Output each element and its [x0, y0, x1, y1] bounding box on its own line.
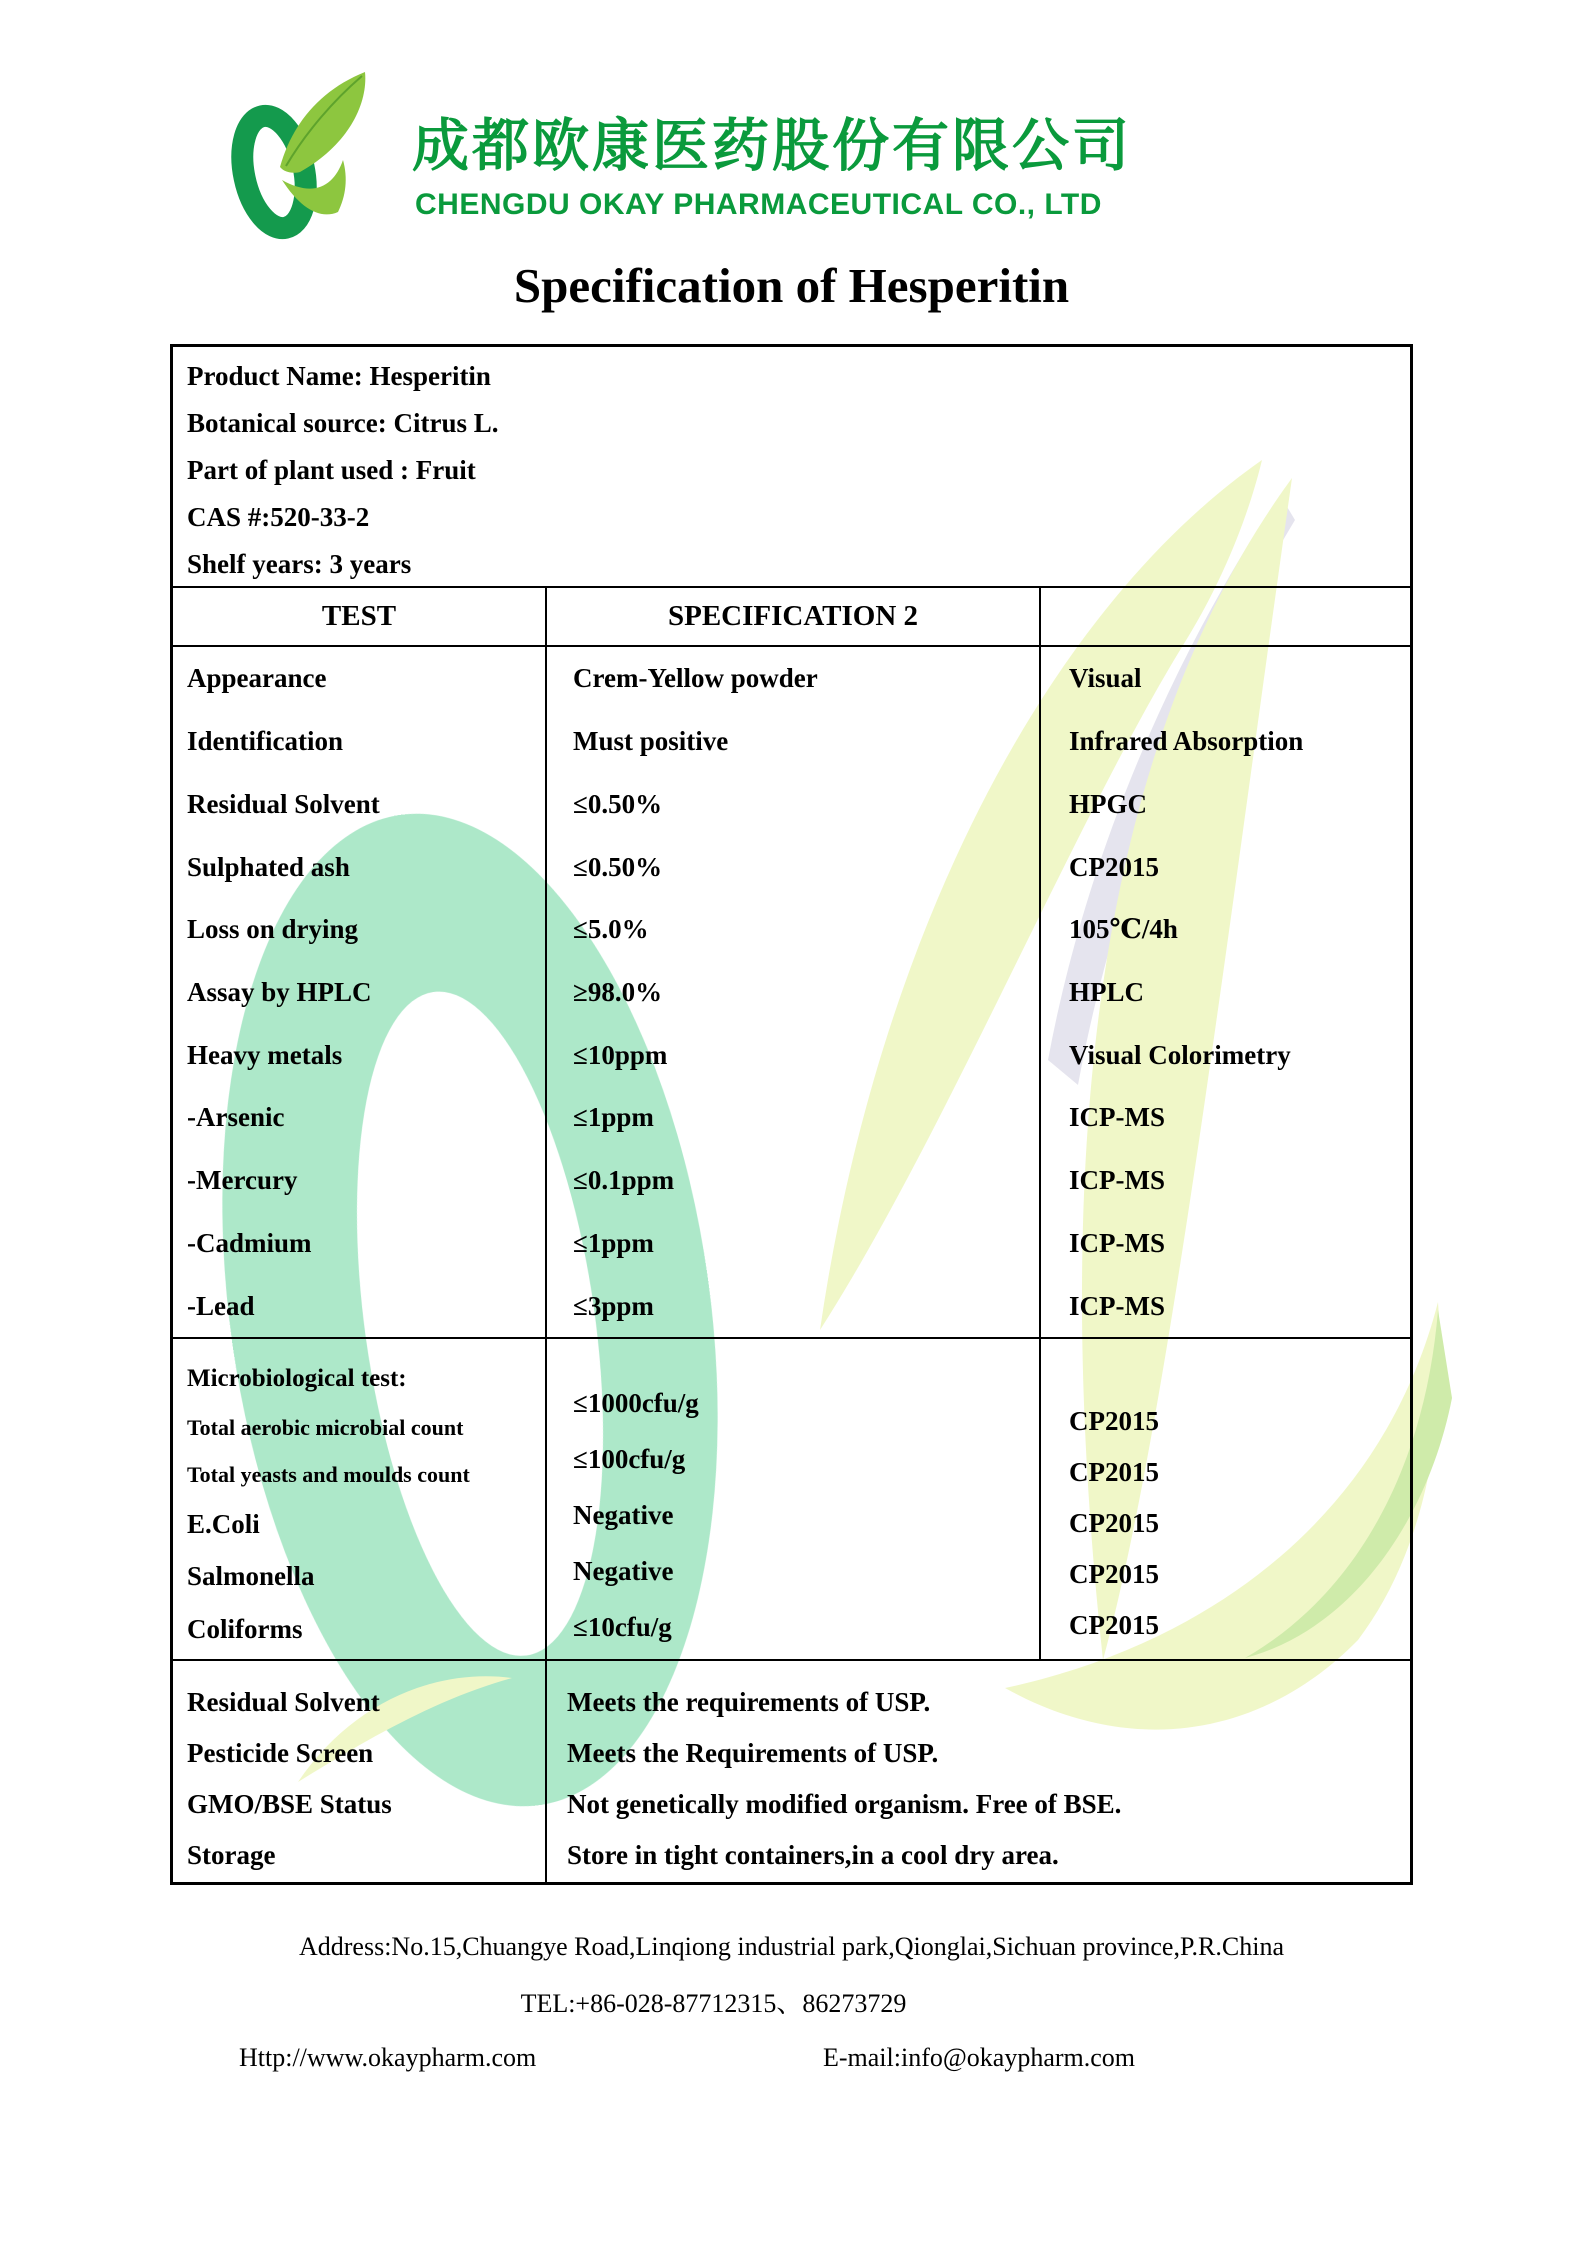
test-name-cell: Total yeasts and moulds count [187, 1461, 470, 1487]
column-header-method [1041, 588, 1410, 645]
botanical-source-line: Botanical source: Citrus L. [187, 407, 499, 438]
spec-value-cell: Negative [573, 1556, 674, 1586]
method-cell: CP2015 [1069, 1559, 1159, 1590]
test-name-cell: -Mercury [187, 1165, 298, 1196]
spec-value-cell: ≤0.1ppm [573, 1165, 675, 1196]
footer-website: Http://www.okaypharm.com [239, 2043, 537, 2072]
method-cell: CP2015 [1069, 1507, 1159, 1538]
spec-value-cell: ≤100cfu/g [573, 1444, 686, 1474]
spec-value-cell: ≤10ppm [573, 1039, 668, 1070]
company-name-english: CHENGDU OKAY PHARMACEUTICAL CO., LTD [415, 188, 1102, 221]
spec-value-cell: ≤10cfu/g [573, 1612, 672, 1642]
footer-address: Address:No.15,Chuangye Road,Linqiong industrial park,Qionglai,Sichuan province,P.R.China [299, 1932, 1284, 1961]
method-cell: CP2015 [1069, 1456, 1159, 1487]
general-test-name-column [173, 1661, 547, 1882]
page-title: Specification of Hesperitin [513, 258, 1070, 313]
test-name-column [173, 647, 547, 1337]
test-name-cell: Sulphated ash [187, 851, 350, 882]
test-name-cell: -Arsenic [187, 1102, 285, 1133]
test-name-cell: Loss on drying [187, 914, 359, 945]
general-value-column [547, 1661, 1410, 1882]
footer-telephone: TEL:+86-028-87712315、86273729 [520, 1989, 907, 2018]
micro-spec-section [173, 1339, 1410, 1661]
method-cell: ICP-MS [1069, 1290, 1165, 1321]
column-header-test: TEST [173, 588, 547, 645]
test-name-cell: Identification [187, 726, 344, 757]
table-header-row [173, 588, 1410, 647]
test-name-cell: Appearance [187, 663, 327, 694]
method-cell: ICP-MS [1069, 1102, 1165, 1133]
spec-value-cell: Crem-Yellow powder [573, 663, 818, 694]
spec-value-cell: ≤1ppm [573, 1227, 654, 1258]
spec-value-cell: Must positive [573, 726, 729, 757]
shelf-years-line: Shelf years: 3 years [187, 548, 412, 579]
method-cell: Infrared Absorption [1069, 726, 1304, 757]
spec-value-cell: Store in tight containers,in a cool dry area. [567, 1839, 1059, 1870]
method-cell: CP2015 [1069, 1405, 1159, 1436]
spec-value-cell: ≤1ppm [573, 1102, 654, 1133]
method-cell: HPLC [1069, 976, 1145, 1007]
test-name-cell: -Cadmium [187, 1227, 312, 1258]
column-header-specification: SPECIFICATION 2 [547, 588, 1041, 645]
general-spec-section [173, 1661, 1410, 1882]
test-name-cell: Storage [187, 1839, 276, 1870]
method-cell: Visual Colorimetry [1069, 1039, 1291, 1070]
test-name-cell: Residual Solvent [187, 788, 380, 819]
spec-value-column [547, 647, 1041, 1337]
spec-value-cell: Meets the Requirements of USP. [567, 1738, 939, 1769]
method-cell: ICP-MS [1069, 1165, 1165, 1196]
test-name-cell: Assay by HPLC [187, 976, 372, 1007]
test-name-cell: -Lead [187, 1290, 255, 1321]
specification-table [170, 344, 1413, 1885]
footer-email: E-mail:info@okaypharm.com [823, 2043, 1136, 2072]
test-name-cell: Coliforms [187, 1613, 303, 1644]
test-name-cell: Pesticide Screen [187, 1738, 374, 1769]
company-logo-icon [222, 62, 382, 247]
test-name-cell: Residual Solvent [187, 1687, 380, 1718]
spec-value-cell: Negative [573, 1500, 674, 1530]
test-name-cell: GMO/BSE Status [187, 1788, 392, 1819]
micro-spec-value-column [547, 1339, 1041, 1659]
test-name-cell: E.Coli [187, 1509, 260, 1540]
method-cell: CP2015 [1069, 1610, 1159, 1641]
method-cell: Visual [1069, 663, 1142, 694]
method-column [1041, 647, 1410, 1337]
test-name-cell: Total aerobic microbial count [187, 1415, 464, 1441]
micro-section-title: Microbiological test: [187, 1365, 407, 1393]
spec-value-cell: ≤5.0% [573, 914, 649, 945]
spec-value-cell: ≤0.50% [573, 851, 663, 882]
product-name-line: Product Name: Hesperitin [187, 360, 491, 391]
product-info-section [173, 347, 1410, 588]
spec-value-cell: Not genetically modified organism. Free of BSE. [567, 1788, 1122, 1819]
method-cell: CP2015 [1069, 851, 1159, 882]
cas-number-line: CAS #:520-33-2 [187, 501, 370, 532]
method-cell: 105℃/4h [1069, 914, 1178, 945]
spec-value-cell: ≥98.0% [573, 976, 663, 1007]
company-name-chinese: 成都欧康医药股份有限公司 [412, 113, 1132, 179]
test-name-cell: Salmonella [187, 1561, 315, 1592]
method-cell: ICP-MS [1069, 1227, 1165, 1258]
method-cell: HPGC [1069, 788, 1147, 819]
spec-value-cell: ≤1000cfu/g [573, 1388, 699, 1418]
main-spec-section [173, 647, 1410, 1339]
spec-value-cell: ≤3ppm [573, 1290, 654, 1321]
micro-method-column [1041, 1339, 1410, 1659]
spec-value-cell: Meets the requirements of USP. [567, 1687, 931, 1718]
part-of-plant-line: Part of plant used : Fruit [187, 454, 476, 485]
micro-test-name-column [173, 1339, 547, 1659]
test-name-cell: Heavy metals [187, 1039, 343, 1070]
spec-value-cell: ≤0.50% [573, 788, 663, 819]
